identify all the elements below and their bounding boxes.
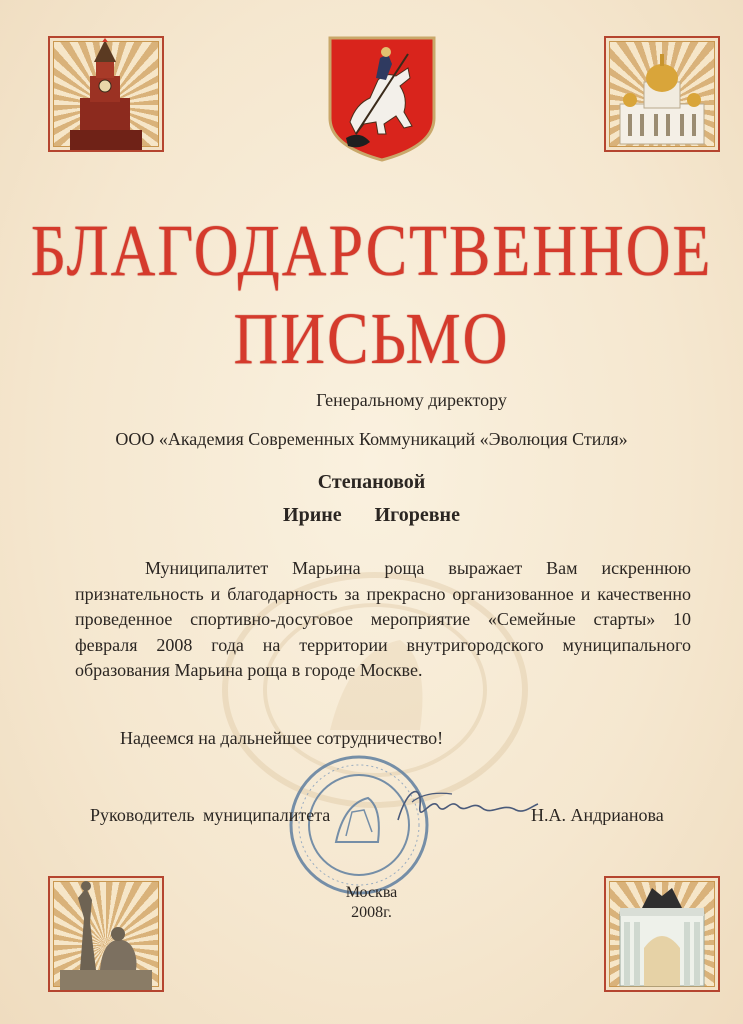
recipient-position: Генеральному директору [316, 390, 507, 410]
signer-title: Руководитель муниципалитета [90, 805, 331, 825]
signer-name: Н.А. Андрианова [531, 805, 664, 825]
year: 2008г. [351, 904, 392, 921]
closing-line: Надеемся на дальнейшее сотрудничество! [120, 728, 444, 748]
handwritten-signature-icon [392, 776, 542, 836]
page-title-line-2: ПИСЬМО [233, 299, 510, 380]
recipient-surname: Степановой [317, 471, 426, 493]
cathedral-icon [604, 36, 720, 152]
body-paragraph-text: Муниципалитет Марьина роща выражает Вам искреннюю признательность и благодарность за прекрасно организованное и качественно проведенное спортивно-досуговое мероприятие «Семейные старты» 10 февраля 2008 года на территории внутригородского муниципального образования Марьина роща в городе Москве. [75, 558, 691, 681]
page-title-line-1: БЛАГОДАРСТВЕННОЕ [30, 211, 713, 292]
recipient-company: ООО «Академия Современных Коммуникаций «Эволюция Стиля» [115, 429, 628, 449]
recipient-name: Ирине Игоревне [283, 504, 460, 526]
moscow-coat-of-arms-icon [326, 34, 438, 164]
kremlin-tower-icon [48, 36, 164, 152]
body-paragraph [75, 556, 691, 684]
place: Москва [345, 884, 398, 901]
